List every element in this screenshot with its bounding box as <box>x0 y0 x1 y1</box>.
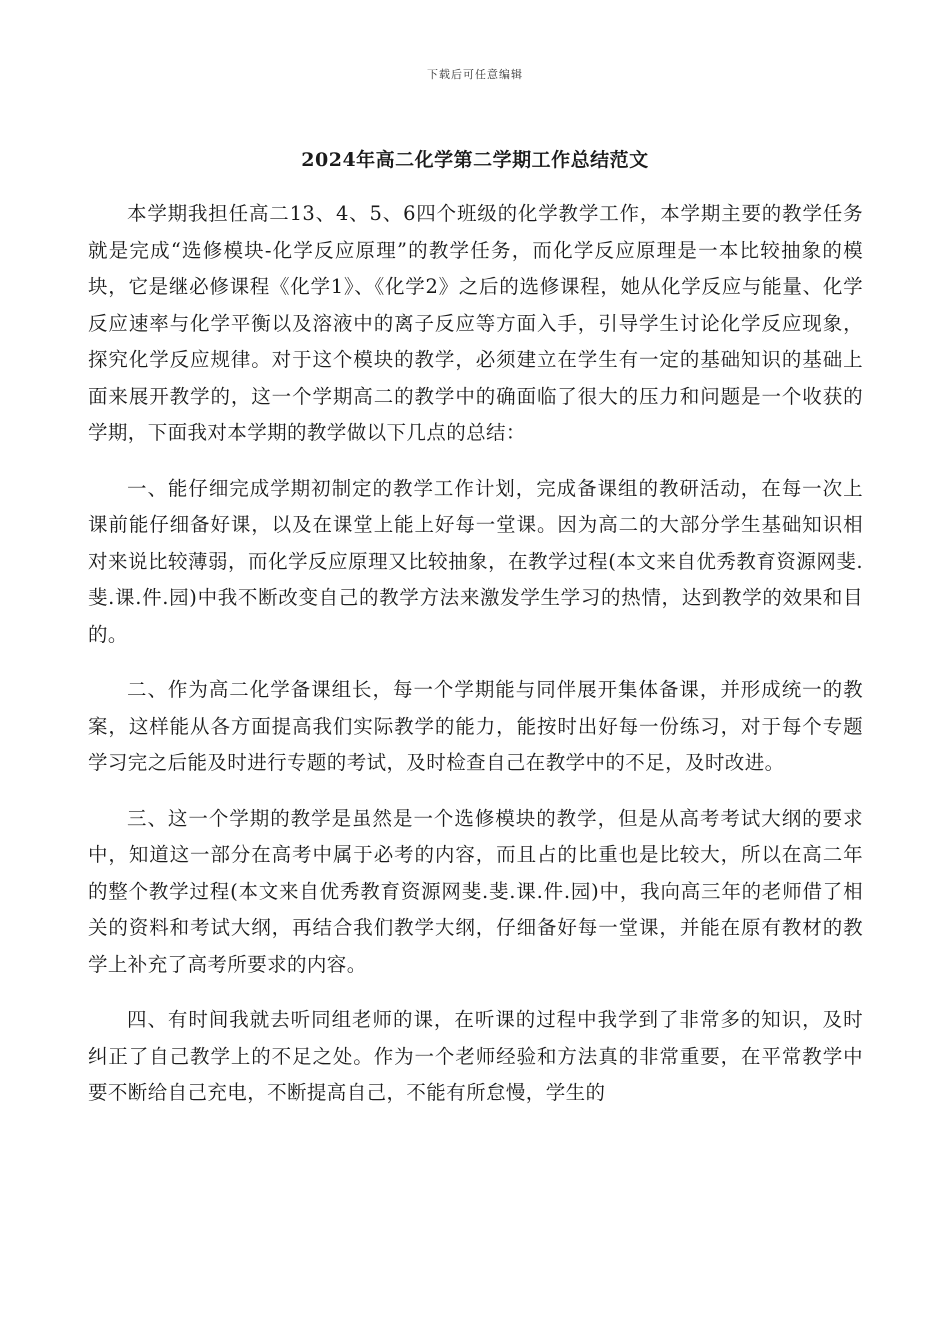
document-body <box>88 196 863 1131</box>
paragraph-point-three: 三、这一个学期的教学是虽然是一个选修模块的教学，但是从高考考试大纲的要求中，知道这一部分在高考中属于必考的内容，而且占的比重也是比较大，所以在高二年的整个教学过程(本文来自优秀教育资源网斐.斐.课.件.园)中，我向高三年的老师借了相关的资料和考试大纲，再结合我们教学大纲，仔细备好每一堂课，并能在原有教材的教学上补充了高考所要求的内容。 <box>88 806 863 976</box>
header-note: 下载后可任意编辑 <box>427 68 523 81</box>
paragraph-intro: 本学期我担任高二13、4、5、6四个班级的化学教学工作，本学期主要的教学任务就是完成“选修模块-化学反应原理”的教学任务，而化学反应原理是一本比较抽象的模块，它是继必修课程《化学1》、《化学2》之后的选修课程，她从化学反应与能量、化学反应速率与化学平衡以及溶液中的离子反应等方面入手，引导学生讨论化学反应现象，探究化学反应规律。对于这个模块的教学，必须建立在学生有一定的基础知识的基础上面来展开教学的，这一个学期高二的教学中的确面临了很大的压力和问题是一个收获的学期，下面我对本学期的教学做以下几点的总结： <box>88 202 863 444</box>
paragraph-point-two: 二、作为高二化学备课组长，每一个学期能与同伴展开集体备课，并形成统一的教案，这样能从各方面提高我们实际教学的能力，能按时出好每一份练习，对于每个专题学习完之后能及时进行专题的考试，及时检查自己在教学中的不足，及时改进。 <box>88 678 863 774</box>
document-title: 2024年高二化学第二学期工作总结范文 <box>301 149 649 171</box>
paragraph-point-four: 四、有时间我就去听同组老师的课，在听课的过程中我学到了非常多的知识，及时纠正了自己教学上的不足之处。作为一个老师经验和方法真的非常重要，在平常教学中要不断给自己充电，不断提高自己，不能有所怠慢，学生的 <box>88 1008 863 1104</box>
paragraph-point-one: 一、能仔细完成学期初制定的教学工作计划，完成备课组的教研活动，在每一次上课前能仔细备好课，以及在课堂上能上好每一堂课。因为高二的大部分学生基础知识相对来说比较薄弱，而化学反应原理又比较抽象，在教学过程(本文来自优秀教育资源网斐.斐.课.件.园)中我不断改变自己的教学方法来激发学生学习的热情，达到教学的效果和目的。 <box>88 476 863 646</box>
